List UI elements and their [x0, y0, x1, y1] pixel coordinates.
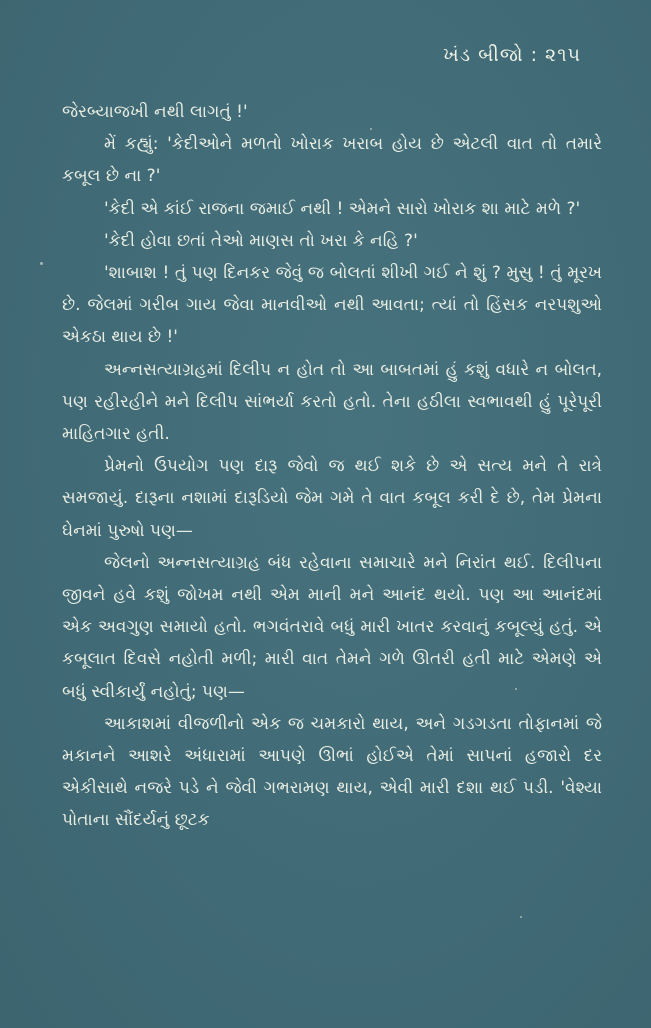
paper-speck: [370, 128, 372, 130]
paragraph: જેલનો અન્નસત્યાગ્રહ બંધ રહેવાના સમાચારે મને નિરાંત થઈ. દિલીપના જીવને હવે કશું જોખમ નથી એમ માની મને આનંદ થયો. પણ આ આનંદમાં એક અવગુણ સમાયો હતો. ભગવંતરાવે બધું મારી ખાતર કરવાનું કબૂલ્યું હતું. એ કબૂલાત દિવસે નહોતી મળી; મારી વાત તેમને ગળે ઊતરી હતી માટે એમણે એ બધું સ્વીકાર્યું નહોતું; પણ—: [62, 552, 602, 702]
paragraph: મેં કહ્યું: 'કેદીઓને મળતો ખોરાક ખરાબ હોય છે એટલી વાત તો તમારે કબૂલ છે ના ?': [62, 134, 602, 187]
paragraph: જેરબ્યાજખી નથી લાગતું !': [62, 102, 248, 122]
paragraph: 'શાબાશ ! તું પણ દિનકર જેવું જ બોલતાં શીખી ગઈ ને શું ? મુસુ ! તું મૂરખ છે. જેલમાં ગરીબ ગાય જેવા માનવીઓ નથી આવતા; ત્યાં તો હિંસક નરપશુઓ એકઠા થાય છે !': [62, 263, 602, 348]
paper-speck: [520, 916, 522, 918]
paragraph: આકાશમાં વીજળીનો એક જ ચમકારો થાય, અને ગડગડતા તોફાનમાં જે મકાનને આશરે અંધારામાં આપણે ઊભાં હોઈએ તેમાં સાપનાં હજારો દર એકીસાથે નજરે પડે ને જેવી ગભરામણ થાય, એવી મારી દશા થઈ પડી. 'વેશ્યા પોતાના સૌંદર્યનું છૂટક: [62, 713, 602, 831]
paper-speck: [515, 688, 517, 690]
running-head: ખંડ બીજો : ૨૧૫: [443, 44, 581, 66]
paragraph: 'કેદી એ કાંઈ રાજના જમાઈ નથી ! એમને સારો ખોરાક શા માટે મળે ?': [104, 198, 581, 219]
paper-speck: [40, 262, 43, 265]
paragraph: પ્રેમનો ઉપયોગ પણ દારૂ જેવો જ થઈ શકે છે એ સત્ય મને તે રાત્રે સમજાયું. દારૂના નશામાં દારૂડિયો જેમ ગમે તે વાત કબૂલ કરી દે છે, તેમ પ્રેમના ઘેનમાં પુરુષો પણ—: [62, 456, 603, 541]
paragraph: 'કેદી હોવા છતાં તેઓ માણસ તો ખરા કે નહિ ?': [104, 230, 418, 251]
page-body: [62, 96, 602, 837]
paragraph: અન્નસત્યાગ્રહમાં દિલીપ ન હોત તો આ બાબતમાં હું કશું વધારે ન બોલત, પણ રહીરહીને મને દિલીપ સાંભર્યા કરતો હતો. તેના હઠીલા સ્વભાવથી હું પૂરેપૂરી માહિતગાર હતી.: [62, 359, 602, 445]
